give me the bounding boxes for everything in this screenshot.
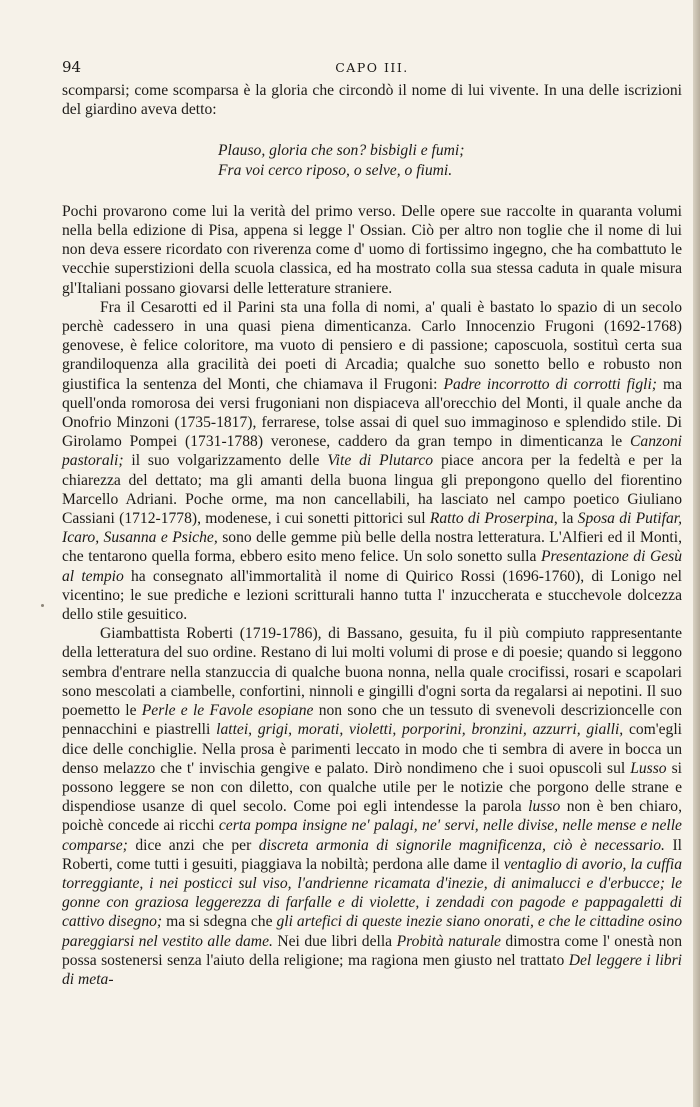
italic-run: Canzoni pastorali;	[62, 433, 682, 470]
text-run: si possono leggere se non con diletto, con qualche utile per le notizie che porgono delle strane e dispendiose usanze di quel secolo. Come poi egli intendesse la parola	[62, 759, 682, 816]
text-run: ha consegnato all'immortalità il nome di Quirico Rossi (1696-1760), di Lonigo nel vicentino; le sue prediche e lezioni scritturali hanno tutta l' inzuccherata e stucchevole dolcezza dello stile gesuitico.	[62, 567, 682, 624]
italic-run: Vite di Plutarco	[327, 452, 434, 470]
text-run: il suo volgarizzamento delle	[123, 452, 328, 470]
text-run: non è ben chiaro, poichè concede ai ricchi	[62, 798, 682, 835]
text-run: ma si sdegna che	[162, 913, 277, 931]
text-run: sono delle gemme più belle della nostra letteratura. L'Alfieri ed il Monti, che tentarono quella forma, ebbero esito meno felice. Un solo sonetto sulla	[62, 529, 682, 566]
italic-run: Probità naturale	[396, 932, 501, 950]
paragraph-2	[62, 202, 682, 298]
text-run: Giambattista Roberti (1719-1786), di Bassano, gesuita, fu il più compiuto rappresentante della letteratura del suo ordine. Restano di lui molti volumi di prose e di poesie; quando si leggono sembra d'entrare nella stanzuccia di qualche buona nonna, nella quale crocifissi, rosari e scapolari sono mescolati a ciambelle, confortini, ninnoli e gingilli d'ogni sorta da regalarsi ai nepotini. Il suo poemetto le	[62, 625, 682, 720]
page-gutter	[693, 0, 700, 1107]
body-text	[62, 81, 682, 989]
margin-dot	[41, 604, 44, 607]
text-run: dice anzi che per	[127, 836, 259, 854]
text-run: Nei due libri della	[272, 932, 397, 950]
verse-quote	[218, 141, 682, 179]
text-run: Pochi provarono come lui la verità del primo verso. Delle opere sue raccolte in quaranta volumi nella bella edizione di Pisa, appena si legge l' Ossian. Ciò per altro non toglie che il nome di lui non deva essere ricordato con riverenza come d' uomo di fortissimo ingegno, che ha combattuto le vecchie superstizioni della scuola classica, ed ha mostrato colla sua stessa caduta in quale misura gl'Italiani possano giovarsi delle letterature straniere.	[62, 202, 682, 297]
paragraph-1	[62, 81, 682, 119]
italic-run: Sposa di Putifar, Icaro, Susanna e Psiche,	[62, 510, 682, 547]
text-run: non sono che un tessuto di svenevoli descrizioncelle con pennacchini e piastrelli	[62, 702, 683, 739]
text-run: piace ancora per la fedeltà e per la chiarezza del dettato; ma gli amanti della buona lingua gli prepongono quello del fiorentino Marcello Adriani. Poche orme, ma non cancellabili, ha lasciato nel campo poetico Giuliano Cassiani (1712-1778), modenese, i cui sonetti pittorici sul	[62, 452, 682, 528]
running-head	[62, 58, 682, 80]
italic-run: Del leggere i libri di meta-	[62, 951, 682, 988]
italic-run: lattei, grigi, morati, violetti, porporini, bronzini, azzurri, gialli,	[216, 721, 624, 739]
chapter-heading: CAPO III.	[335, 60, 409, 75]
text-run: com'egli dice delle conchiglie. Nella prosa è parimenti leccato in modo che ti sembra di avere in bocca un denso melazzo che t' invischia gengive e palato. Dirò nondimeno che i suoi opuscoli sul	[62, 721, 683, 777]
paragraph-4	[62, 624, 682, 989]
italic-run: discreta armonia di signorile magnificenza, ciò è necessario.	[258, 836, 665, 854]
italic-run: Lusso	[630, 759, 667, 777]
italic-run: Ratto di Proserpina	[429, 510, 554, 528]
italic-run: ventaglio di avorio, la cuffia torreggiante, i nei posticci sul viso, l'andrienne ricamata d'inezie, di animalucci e d'erbucce; le gonne con graziosa leggerezza di farfalle e di violette, i zendadi con pagode e pappagaletti di cattivo disegno;	[62, 855, 682, 931]
text-run: , la	[553, 510, 578, 528]
italic-run: Perle e le Favole esopiane	[141, 702, 314, 720]
text-run: Fra il Cesarotti ed il Parini sta una folla di nomi, a' quali è bastato lo spazio di un secolo perchè cadessero in una quasi piena dimenticanza. Carlo Innocenzio Frugoni (1692-1768) genovese, è felice coloritore, ma vuoto di pensiero e di passione; caposcuola, sostituì certa sua grandiloquenza alla gracilità dei poeti di Arcadia; qualche suo sonetto bello e robusto non giustifica la sentenza del Monti, che chiamava il Frugoni:	[62, 298, 682, 393]
italic-run: certa pompa insigne ne' palagi, ne' servi, nelle divise, nelle mense e nelle comparse;	[62, 817, 682, 854]
text-run: dimostra come l' onestà non possa sostenersi senza l'aiuto della religione; ma ragiona men giusto nel trattato	[62, 932, 683, 969]
italic-run: Padre incorrotto di corrotti figli;	[443, 375, 657, 393]
text-run: ma quell'onda romorosa dei versi frugoniani non dispiaceva all'orecchio del Monti, il quale anche da Onofrio Minzoni (1735-1817), ferrarese, tolse assai di quel suo immaginoso e splendido stile. Di Girolamo Pompei (1731-1788) veronese, caddero da gran tempo in dimenticanza le	[62, 375, 683, 451]
italic-run: Presentazione di Gesù al tempio	[62, 548, 682, 585]
verse-line-2: Fra voi cerco riposo, o selve, o fiumi.	[218, 161, 453, 179]
text-run: Il Roberti, come tutti i gesuiti, piaggiava la nobiltà; perdona alle dame il	[62, 836, 682, 873]
text-run: scomparsi; come scomparsa è la gloria che circondò il nome di lui vivente. In una delle iscrizioni del giardino aveva detto:	[62, 82, 682, 119]
page-number: 94	[62, 58, 82, 76]
italic-run: gli artefici di queste inezie siano onorati, e che le cittadine osino pareggiarsi nel vestito alle dame.	[62, 913, 682, 950]
italic-run: lusso	[528, 798, 561, 816]
paragraph-3	[62, 298, 682, 624]
verse-line-1: Plauso, gloria che son? bisbigli e fumi;	[218, 142, 465, 160]
